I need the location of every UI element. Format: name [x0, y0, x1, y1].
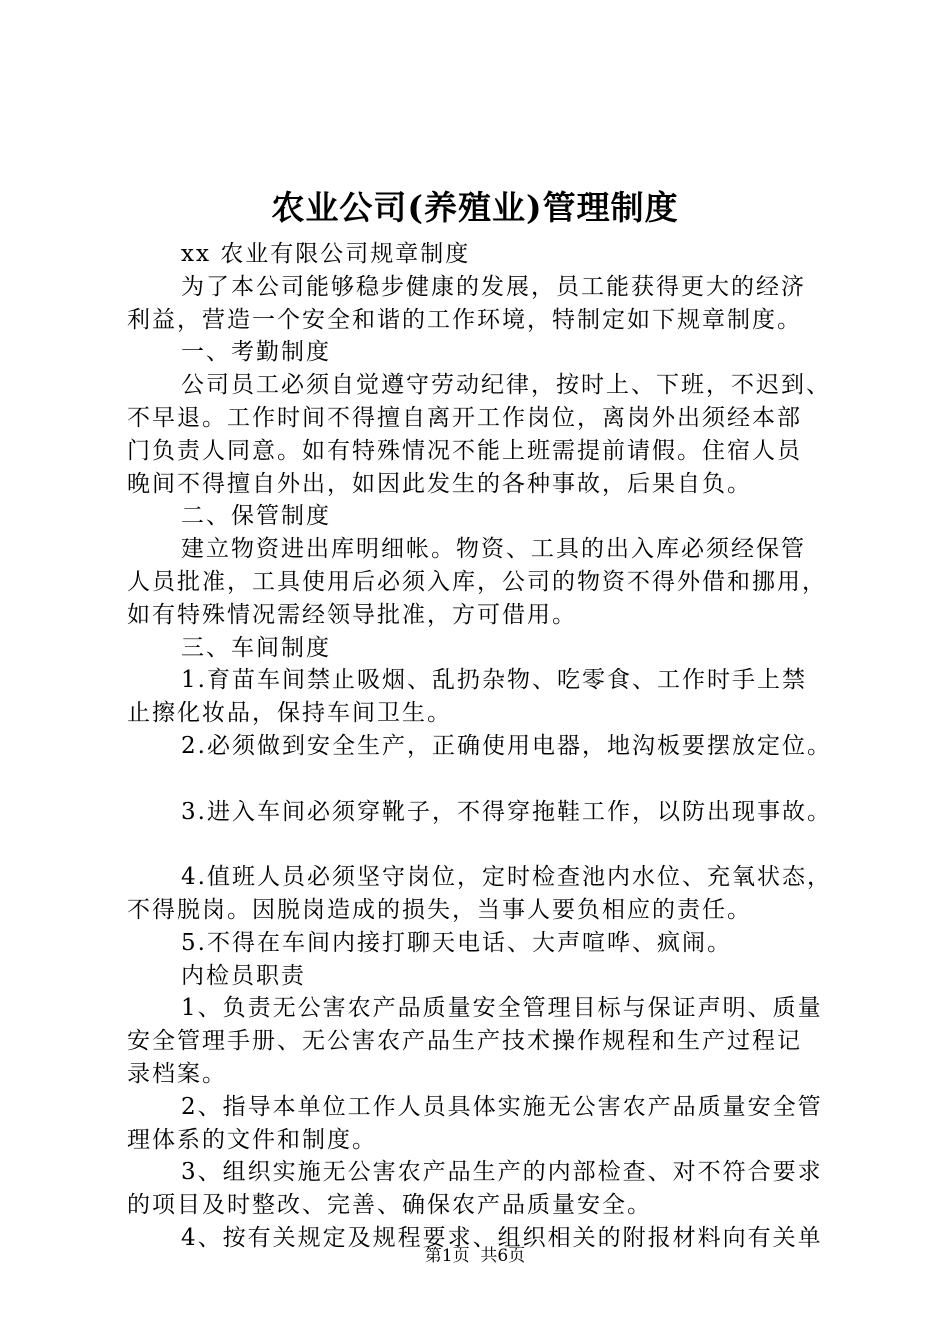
paragraph-line: 如有特殊情况需经领导批准，方可借用。: [127, 601, 577, 628]
section-heading-custody: 二、保管制度: [181, 503, 331, 530]
list-item-line: 3.进入车间必须穿靴子，不得穿拖鞋工作，以防出现事故。: [181, 798, 832, 825]
paragraph-line: 人员批准，工具使用后必须入库，公司的物资不得外借和挪用，: [127, 568, 827, 595]
list-item-line: 4.值班人员必须坚守岗位，定时检查池内水位、充氧状态，: [181, 864, 832, 891]
list-item-line: 2、指导本单位工作人员具体实施无公害农产品质量安全管: [181, 1093, 823, 1120]
section-heading-attendance: 一、考勤制度: [181, 339, 331, 366]
list-item-line: 不得脱岗。因脱岗造成的损失，当事人要负相应的责任。: [127, 896, 752, 923]
list-item-line: 3、组织实施无公害农产品生产的内部检查、对不符合要求: [181, 1159, 823, 1186]
list-item-line: 的项目及时整改、完善、确保农产品质量安全。: [127, 1192, 652, 1219]
list-item-line: 1.育苗车间禁止吸烟、乱扔杂物、吃零食、工作时手上禁: [181, 667, 807, 694]
paragraph-line: 公司员工必须自觉遵守劳动纪律，按时上、下班，不迟到、: [181, 372, 831, 399]
section-heading-workshop: 三、车间制度: [181, 634, 331, 661]
list-item-line: 安全管理手册、无公害农产品生产技术操作规程和生产过程记: [127, 1028, 802, 1055]
list-item-line: 4、按有关规定及规程要求、组织相关的附报材料向有关单: [181, 1224, 823, 1251]
blank-line: [127, 828, 847, 861]
list-item-line: 1、负责无公害农产品质量安全管理目标与保证声明、质量: [181, 995, 823, 1022]
paragraph-line: 为了本公司能够稳步健康的发展，员工能获得更大的经济: [181, 273, 806, 300]
paragraph-line: 不早退。工作时间不得擅自离开工作岗位，离岗外出须经本部: [127, 404, 802, 431]
paragraph-line: 建立物资进出库明细帐。物资、工具的出入库必须经保管: [181, 536, 806, 563]
section-heading-inspector: 内检员职责: [181, 962, 306, 989]
blank-line: [127, 763, 847, 796]
list-item-line: 录档案。: [127, 1060, 227, 1087]
page-footer: 第1页 共6页: [424, 1246, 526, 1266]
document-body: [127, 238, 847, 1255]
paragraph-line: 利益，营造一个安全和谐的工作环境，特制定如下规章制度。: [127, 306, 802, 333]
list-item-line: 理体系的文件和制度。: [127, 1126, 377, 1153]
paragraph-line: 晚间不得擅自外出，如因此发生的各种事故，后果自负。: [127, 470, 752, 497]
company-name-line: xx 农业有限公司规章制度: [181, 241, 471, 267]
list-item-line: 5.不得在车间内接打聊天电话、大声喧哗、疯闹。: [181, 929, 732, 956]
list-item-line: 2.必须做到安全生产，正确使用电器，地沟板要摆放定位。: [181, 732, 832, 759]
page-title: 农业公司(养殖业)管理制度: [271, 188, 679, 227]
list-item-line: 止擦化妆品，保持车间卫生。: [127, 700, 452, 727]
paragraph-line: 门负责人同意。如有特殊情况不能上班需提前请假。住宿人员: [127, 437, 802, 464]
